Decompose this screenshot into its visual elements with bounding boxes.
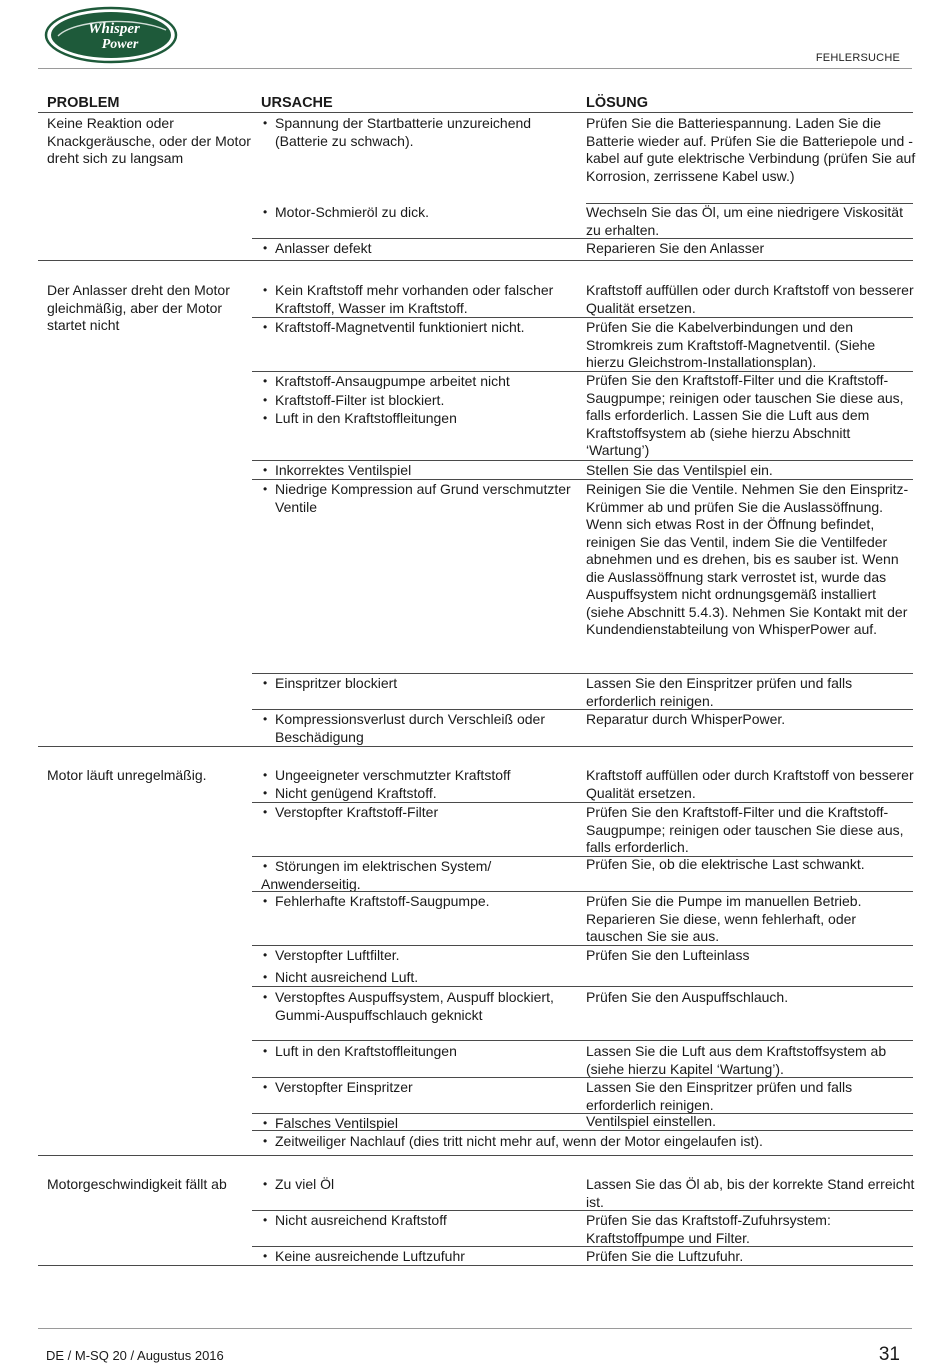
footer-document-info: DE / M-SQ 20 / Augustus 2016: [46, 1348, 224, 1363]
problem-text: Motor läuft unregelmäßig.: [47, 767, 207, 783]
cause-item: [261, 989, 581, 1024]
solution-text: Prüfen Sie die Batteriespannung. Laden Sie die Batterie wieder auf. Prüfen Sie die Batteriepole und -kabel auf gute elektrische Verbindung (prüfen Sie auf Korrosion, zerrissene Kabel usw.): [586, 115, 916, 184]
solution-text: Reparatur durch WhisperPower.: [586, 711, 786, 727]
cause-text: • Kompressionsverlust durch Verschleiß oder Beschädigung: [261, 711, 581, 746]
row-divider: [252, 673, 913, 674]
row-divider: [252, 1210, 913, 1211]
cause-item: [261, 462, 581, 480]
row-divider: [252, 891, 913, 892]
cause-text: • Zu viel Öl: [261, 1176, 581, 1194]
cause-text: • Kraftstoff-Magnetventil funktioniert nicht.: [261, 319, 581, 337]
cause-item: [261, 947, 581, 986]
cause-item: [261, 711, 581, 746]
cause-text: • Kein Kraftstoff mehr vorhanden oder falscher Kraftstoff, Wasser im Kraftstoff.: [261, 282, 581, 317]
solution-text: Prüfen Sie, ob die elektrische Last schwankt.: [586, 856, 865, 872]
solution-text: Prüfen Sie den Auspuffschlauch.: [586, 989, 789, 1005]
row-divider: [252, 945, 913, 946]
cause-item: [261, 372, 581, 428]
cause-item: [261, 1043, 581, 1061]
solution-text: Prüfen Sie die Kabelverbindungen und den Stromkreis zum Kraftstoff-Magnetventil. (Siehe hierzu Gleichstrom-Installationsplan).: [586, 319, 876, 370]
cause-item: [261, 858, 581, 893]
cause-text: • Falsches Ventilspiel: [261, 1115, 581, 1133]
row-divider: [252, 709, 913, 710]
group-divider: [38, 1265, 913, 1266]
cause-text: • Verstopfter Kraftstoff-Filter: [261, 804, 581, 822]
cause-item: [261, 1248, 581, 1266]
whisperpower-logo: [44, 6, 178, 64]
group-divider: [38, 1155, 913, 1156]
solution-text: Prüfen Sie die Luftzufuhr.: [586, 1248, 744, 1264]
cause-text: • Kraftstoff-Filter ist blockiert.: [261, 392, 581, 410]
row-divider: [252, 317, 913, 318]
cause-text: • Inkorrektes Ventilspiel: [261, 462, 581, 480]
cause-text: • Einspritzer blockiert: [261, 675, 581, 693]
problem-text: Der Anlasser dreht den Motor gleichmäßig, aber der Motor startet nicht: [47, 282, 230, 333]
cause-text: • Motor-Schmieröl zu dick.: [261, 204, 581, 222]
svg-text:Power: Power: [101, 37, 139, 52]
cause-text: • Spannung der Startbatterie unzureichend (Batterie zu schwach).: [261, 115, 581, 150]
column-header-solution: LÖSUNG: [586, 95, 649, 111]
cause-text: • Zeitweiliger Nachlauf (dies tritt nicht mehr auf, wenn der Motor eingelaufen ist).: [261, 1133, 901, 1151]
cause-text: • Kraftstoff-Ansaugpumpe arbeitet nicht: [261, 373, 581, 391]
solution-text: Wechseln Sie das Öl, um eine niedrigere Viskosität zu erhalten.: [586, 204, 903, 238]
cause-item: [261, 767, 581, 802]
cause-item: [261, 1212, 581, 1230]
cause-item: [261, 204, 581, 222]
solution-text: Lassen Sie das Öl ab, bis der korrekte Stand erreicht ist.: [586, 1176, 915, 1210]
cause-text: Anwenderseitig.: [261, 875, 361, 892]
cause-text: • Nicht ausreichend Luft.: [261, 969, 581, 987]
footer-divider: [38, 1328, 912, 1329]
cause-text: • Fehlerhafte Kraftstoff-Saugpumpe.: [261, 893, 581, 911]
cause-item: [261, 481, 581, 516]
problem-text: Motorgeschwindigkeit fällt ab: [47, 1176, 227, 1192]
cause-text: • Verstopfter Luftfilter.: [261, 947, 581, 965]
row-divider: [252, 460, 913, 461]
cause-text: • Nicht ausreichend Kraftstoff: [261, 1212, 581, 1230]
solution-text: Stellen Sie das Ventilspiel ein.: [586, 462, 773, 478]
cause-text: • Luft in den Kraftstoffleitungen: [261, 1043, 581, 1061]
solution-text: Prüfen Sie den Kraftstoff-Filter und die Kraftstoff-Saugpumpe; reinigen oder tauschen Sie diese aus, falls erforderlich. Lassen Sie die Luft aus dem Kraftstoffsystem ab (siehe hierzu Abschnitt ‘Wartung’): [586, 372, 904, 458]
row-divider: [252, 1246, 913, 1247]
cause-item: [261, 282, 581, 317]
cause-item: [261, 319, 581, 337]
solution-text: Kraftstoff auffüllen oder durch Kraftstoff von besserer Qualität ersetzen.: [586, 282, 914, 316]
cause-text: • Nicht genügend Kraftstoff.: [261, 785, 581, 803]
solution-text: Lassen Sie die Luft aus dem Kraftstoffsystem ab (siehe hierzu Kapitel ‘Wartung’).: [586, 1043, 887, 1077]
cause-item: [261, 115, 581, 150]
row-divider: [252, 1040, 913, 1041]
solution-text: Lassen Sie den Einspritzer prüfen und falls erforderlich reinigen.: [586, 1079, 853, 1113]
solution-text: Prüfen Sie das Kraftstoff-Zufuhrsystem: Kraftstoffpumpe und Filter.: [586, 1212, 831, 1246]
solution-text: Ventilspiel einstellen.: [586, 1113, 716, 1129]
cause-text: • Anlasser defekt: [261, 240, 581, 258]
row-divider: [252, 802, 913, 803]
cause-item: [261, 675, 581, 693]
cause-item: [261, 1079, 581, 1097]
section-title: FEHLERSUCHE: [815, 52, 900, 64]
cause-item: [261, 1133, 901, 1151]
header-row-divider: [38, 112, 913, 113]
solution-text: Reparieren Sie den Anlasser: [586, 240, 765, 256]
cause-item: [261, 240, 581, 258]
svg-text:Whisper: Whisper: [88, 21, 140, 37]
cause-text: • Störungen im elektrischen System/: [261, 858, 581, 876]
solution-text: Prüfen Sie den Lufteinlass: [586, 947, 750, 963]
cause-item: [261, 1176, 581, 1194]
problem-text: Keine Reaktion oder Knackgeräusche, oder der Motor dreht sich zu langsam: [47, 115, 251, 166]
solution-text: Kraftstoff auffüllen oder durch Kraftstoff von besserer Qualität ersetzen.: [586, 767, 914, 801]
page-number: 31: [878, 1344, 900, 1365]
solution-text: Reinigen Sie die Ventile. Nehmen Sie den Einspritz-Krümmer ab und prüfen Sie die Auslassöffnung. Wenn sich etwas Rost in der Öffnung befindet, reinigen Sie das Ventil, indem Sie die Ventilfeder abnehmen und es drehen, bis es sauber ist. Wenn die Auslassöffnung stark verrostet ist, wurde das Auspuffsystem nicht ordnungsgemäß installiert (siehe Abschnitt 5.4.3). Nehmen Sie Kontakt mit der Kundendienstabteilung von WhisperPower auf.: [586, 481, 909, 637]
cause-text: • Luft in den Kraftstoffleitungen: [261, 410, 581, 428]
cause-item: [261, 893, 581, 911]
group-divider: [38, 746, 913, 747]
row-divider: [252, 1077, 913, 1078]
row-divider: [252, 479, 913, 480]
solution-text: Lassen Sie den Einspritzer prüfen und falls erforderlich reinigen.: [586, 675, 853, 709]
cause-text: • Ungeeigneter verschmutzter Kraftstoff: [261, 767, 581, 785]
column-header-problem: PROBLEM: [47, 95, 120, 111]
cause-text: • Keine ausreichende Luftzufuhr: [261, 1248, 581, 1266]
row-divider: [252, 1130, 913, 1131]
cause-item: [261, 804, 581, 822]
cause-text: • Niedrige Kompression auf Grund verschmutzter Ventile: [261, 481, 581, 516]
column-header-cause: URSACHE: [261, 95, 333, 111]
row-divider: [252, 238, 913, 239]
solution-text: Prüfen Sie die Pumpe im manuellen Betrieb. Reparieren Sie diese, wenn fehlerhaft, oder tauschen Sie sie aus.: [586, 893, 862, 944]
group-divider: [38, 260, 913, 261]
cause-text: • Verstopftes Auspuffsystem, Auspuff blockiert, Gummi-Auspuffschlauch geknickt: [261, 989, 581, 1024]
cause-text: • Verstopfter Einspritzer: [261, 1079, 581, 1097]
header-divider: [38, 68, 912, 69]
row-divider: [252, 986, 913, 987]
solution-text: Prüfen Sie den Kraftstoff-Filter und die Kraftstoff-Saugpumpe; reinigen oder tauschen Sie diese aus, falls erforderlich.: [586, 804, 904, 855]
